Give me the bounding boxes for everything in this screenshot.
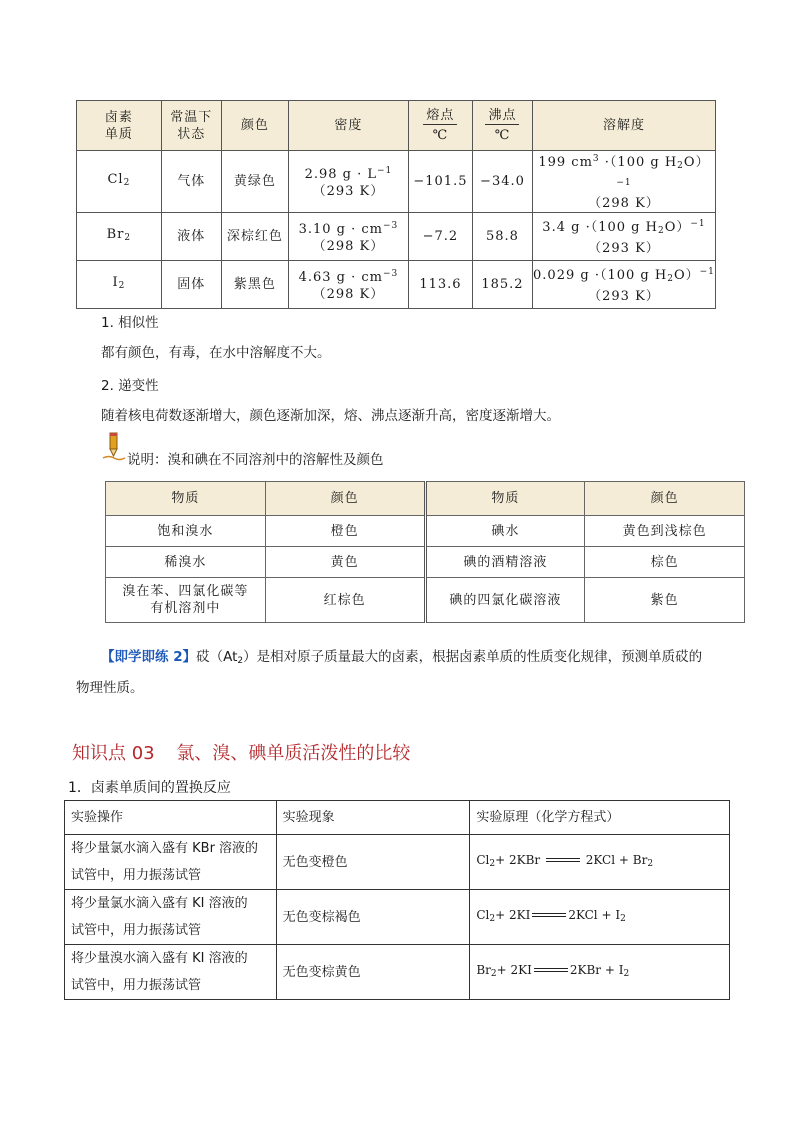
header-principle: 实验原理（化学方程式）	[470, 801, 730, 835]
section-body-similarity: 都有颜色，有毒，在水中溶解度不大。	[101, 345, 331, 361]
practice-tag: 【即学即练 2】	[101, 649, 197, 665]
table-row	[106, 578, 745, 623]
header-color: 颜色	[265, 482, 425, 516]
color-cell: 橙色	[265, 516, 425, 547]
substance-cell: 碘的四氯化碳溶液	[425, 578, 585, 623]
header-melting-point: 熔点 ℃	[408, 101, 472, 151]
boiling-point-cell: 185.2	[472, 261, 532, 309]
table-header-row	[106, 482, 745, 516]
header-state: 常温下 状态	[161, 101, 221, 151]
practice-continuation: 物理性质。	[76, 680, 144, 696]
header-operation: 实验操作	[65, 801, 277, 835]
substance-cell: 饱和溴水	[106, 516, 266, 547]
table-row	[65, 835, 730, 890]
header-boiling-point: 沸点 ℃	[472, 101, 532, 151]
color-cell: 棕色	[585, 547, 745, 578]
melting-point-cell: −101.5	[408, 151, 472, 213]
table-header-row	[77, 101, 716, 151]
section-body-gradation: 随着核电荷数逐渐增大，颜色逐渐加深，熔、沸点逐渐升高，密度逐渐增大。	[101, 408, 560, 424]
knowledge-heading	[72, 739, 410, 765]
equation-cell: $Br_2+ 2KI$ $2KBr + I_2$	[470, 945, 730, 1000]
header-element: 卤素 单质	[77, 101, 162, 151]
table-row	[65, 890, 730, 945]
color-cell: 黄色到浅棕色	[585, 516, 745, 547]
halogen-properties-table	[76, 100, 716, 309]
displacement-reaction-table	[64, 800, 730, 1000]
operation-cell: 将少量氯水滴入盛有 KI 溶液的 试管中，用力振荡试管	[65, 890, 277, 945]
color-cell: 黄绿色	[221, 151, 288, 213]
state-cell: 气体	[161, 151, 221, 213]
header-color: 颜色	[585, 482, 745, 516]
header-solubility: 溶解度	[532, 101, 715, 151]
table-row	[77, 151, 716, 213]
table-row	[106, 547, 745, 578]
table-row	[65, 945, 730, 1000]
table-row	[77, 261, 716, 309]
state-cell: 液体	[161, 213, 221, 261]
melting-point-cell: −7.2	[408, 213, 472, 261]
section-heading-gradation: 2. 递变性	[101, 378, 159, 394]
header-density: 密度	[288, 101, 408, 151]
element-cell: $Br_2$	[77, 213, 162, 261]
phenomenon-cell: 无色变棕黄色	[276, 945, 470, 1000]
header-phenomenon: 实验现象	[276, 801, 470, 835]
equals-sign	[546, 858, 580, 862]
equation-cell: $Cl_2+ 2KBr$ $2KCl + Br_2$	[470, 835, 730, 890]
subheading: 1．卤素单质间的置换反应	[68, 780, 231, 796]
note-label: 说明：溴和碘在不同溶剂中的溶解性及颜色	[127, 452, 384, 468]
solubility-cell: 0.029 g ·（100 g $H_2O)^{-1}$ （293 K）	[532, 261, 715, 309]
boiling-point-cell: −34.0	[472, 151, 532, 213]
header-substance: 物质	[425, 482, 585, 516]
section-heading-similarity: 1. 相似性	[101, 315, 159, 331]
solubility-cell: 3.4 g ·（100 g $H_2O)^{-1}$ （293 K）	[532, 213, 715, 261]
substance-cell: 碘水	[425, 516, 585, 547]
density-cell: 4.63 $g \cdot cm^{-3}$ （298 K）	[288, 261, 408, 309]
element-cell: $I_2$	[77, 261, 162, 309]
substance-cell: 稀溴水	[106, 547, 266, 578]
solubility-color-table	[105, 481, 745, 623]
header-color: 颜色	[221, 101, 288, 151]
operation-cell: 将少量氯水滴入盛有 KBr 溶液的 试管中，用力振荡试管	[65, 835, 277, 890]
knowledge-title: 氯、溴、碘单质活泼性的比较	[176, 743, 411, 764]
pencil-icon	[101, 431, 127, 461]
table-row	[106, 516, 745, 547]
phenomenon-cell: 无色变橙色	[276, 835, 470, 890]
equals-sign	[532, 913, 566, 917]
substance-cell: 碘的酒精溶液	[425, 547, 585, 578]
color-cell: 紫色	[585, 578, 745, 623]
color-cell: 紫黑色	[221, 261, 288, 309]
state-cell: 固体	[161, 261, 221, 309]
knowledge-label: 知识点 03	[72, 743, 155, 764]
color-cell: 黄色	[265, 547, 425, 578]
melting-point-cell: 113.6	[408, 261, 472, 309]
equation-cell: $Cl_2+ 2KI$ $2KCl + I_2$	[470, 890, 730, 945]
density-cell: 2.98 $g \cdot L^{-1}$ （293 K）	[288, 151, 408, 213]
practice-paragraph: 【即学即练 2】砹$(At_2)$是相对原子质量最大的卤素，根据卤素单质的性质变化规律，预测单质砹的	[101, 649, 703, 666]
phenomenon-cell: 无色变棕褐色	[276, 890, 470, 945]
color-cell: 深棕红色	[221, 213, 288, 261]
table-row	[77, 213, 716, 261]
boiling-point-cell: 58.8	[472, 213, 532, 261]
color-cell: 红棕色	[265, 578, 425, 623]
equals-sign	[534, 968, 568, 972]
table-header-row	[65, 801, 730, 835]
header-substance: 物质	[106, 482, 266, 516]
density-cell: 3.10 $g \cdot cm^{-3}$ （298 K）	[288, 213, 408, 261]
operation-cell: 将少量溴水滴入盛有 KI 溶液的 试管中，用力振荡试管	[65, 945, 277, 1000]
substance-cell: 溴在苯、四氯化碳等有机溶剂中	[106, 578, 266, 623]
solubility-cell: 199 $cm^3 \cdot(100$ g $H_2O)^{-1}$ （298 K）	[532, 151, 715, 213]
element-cell: $Cl_2$	[77, 151, 162, 213]
